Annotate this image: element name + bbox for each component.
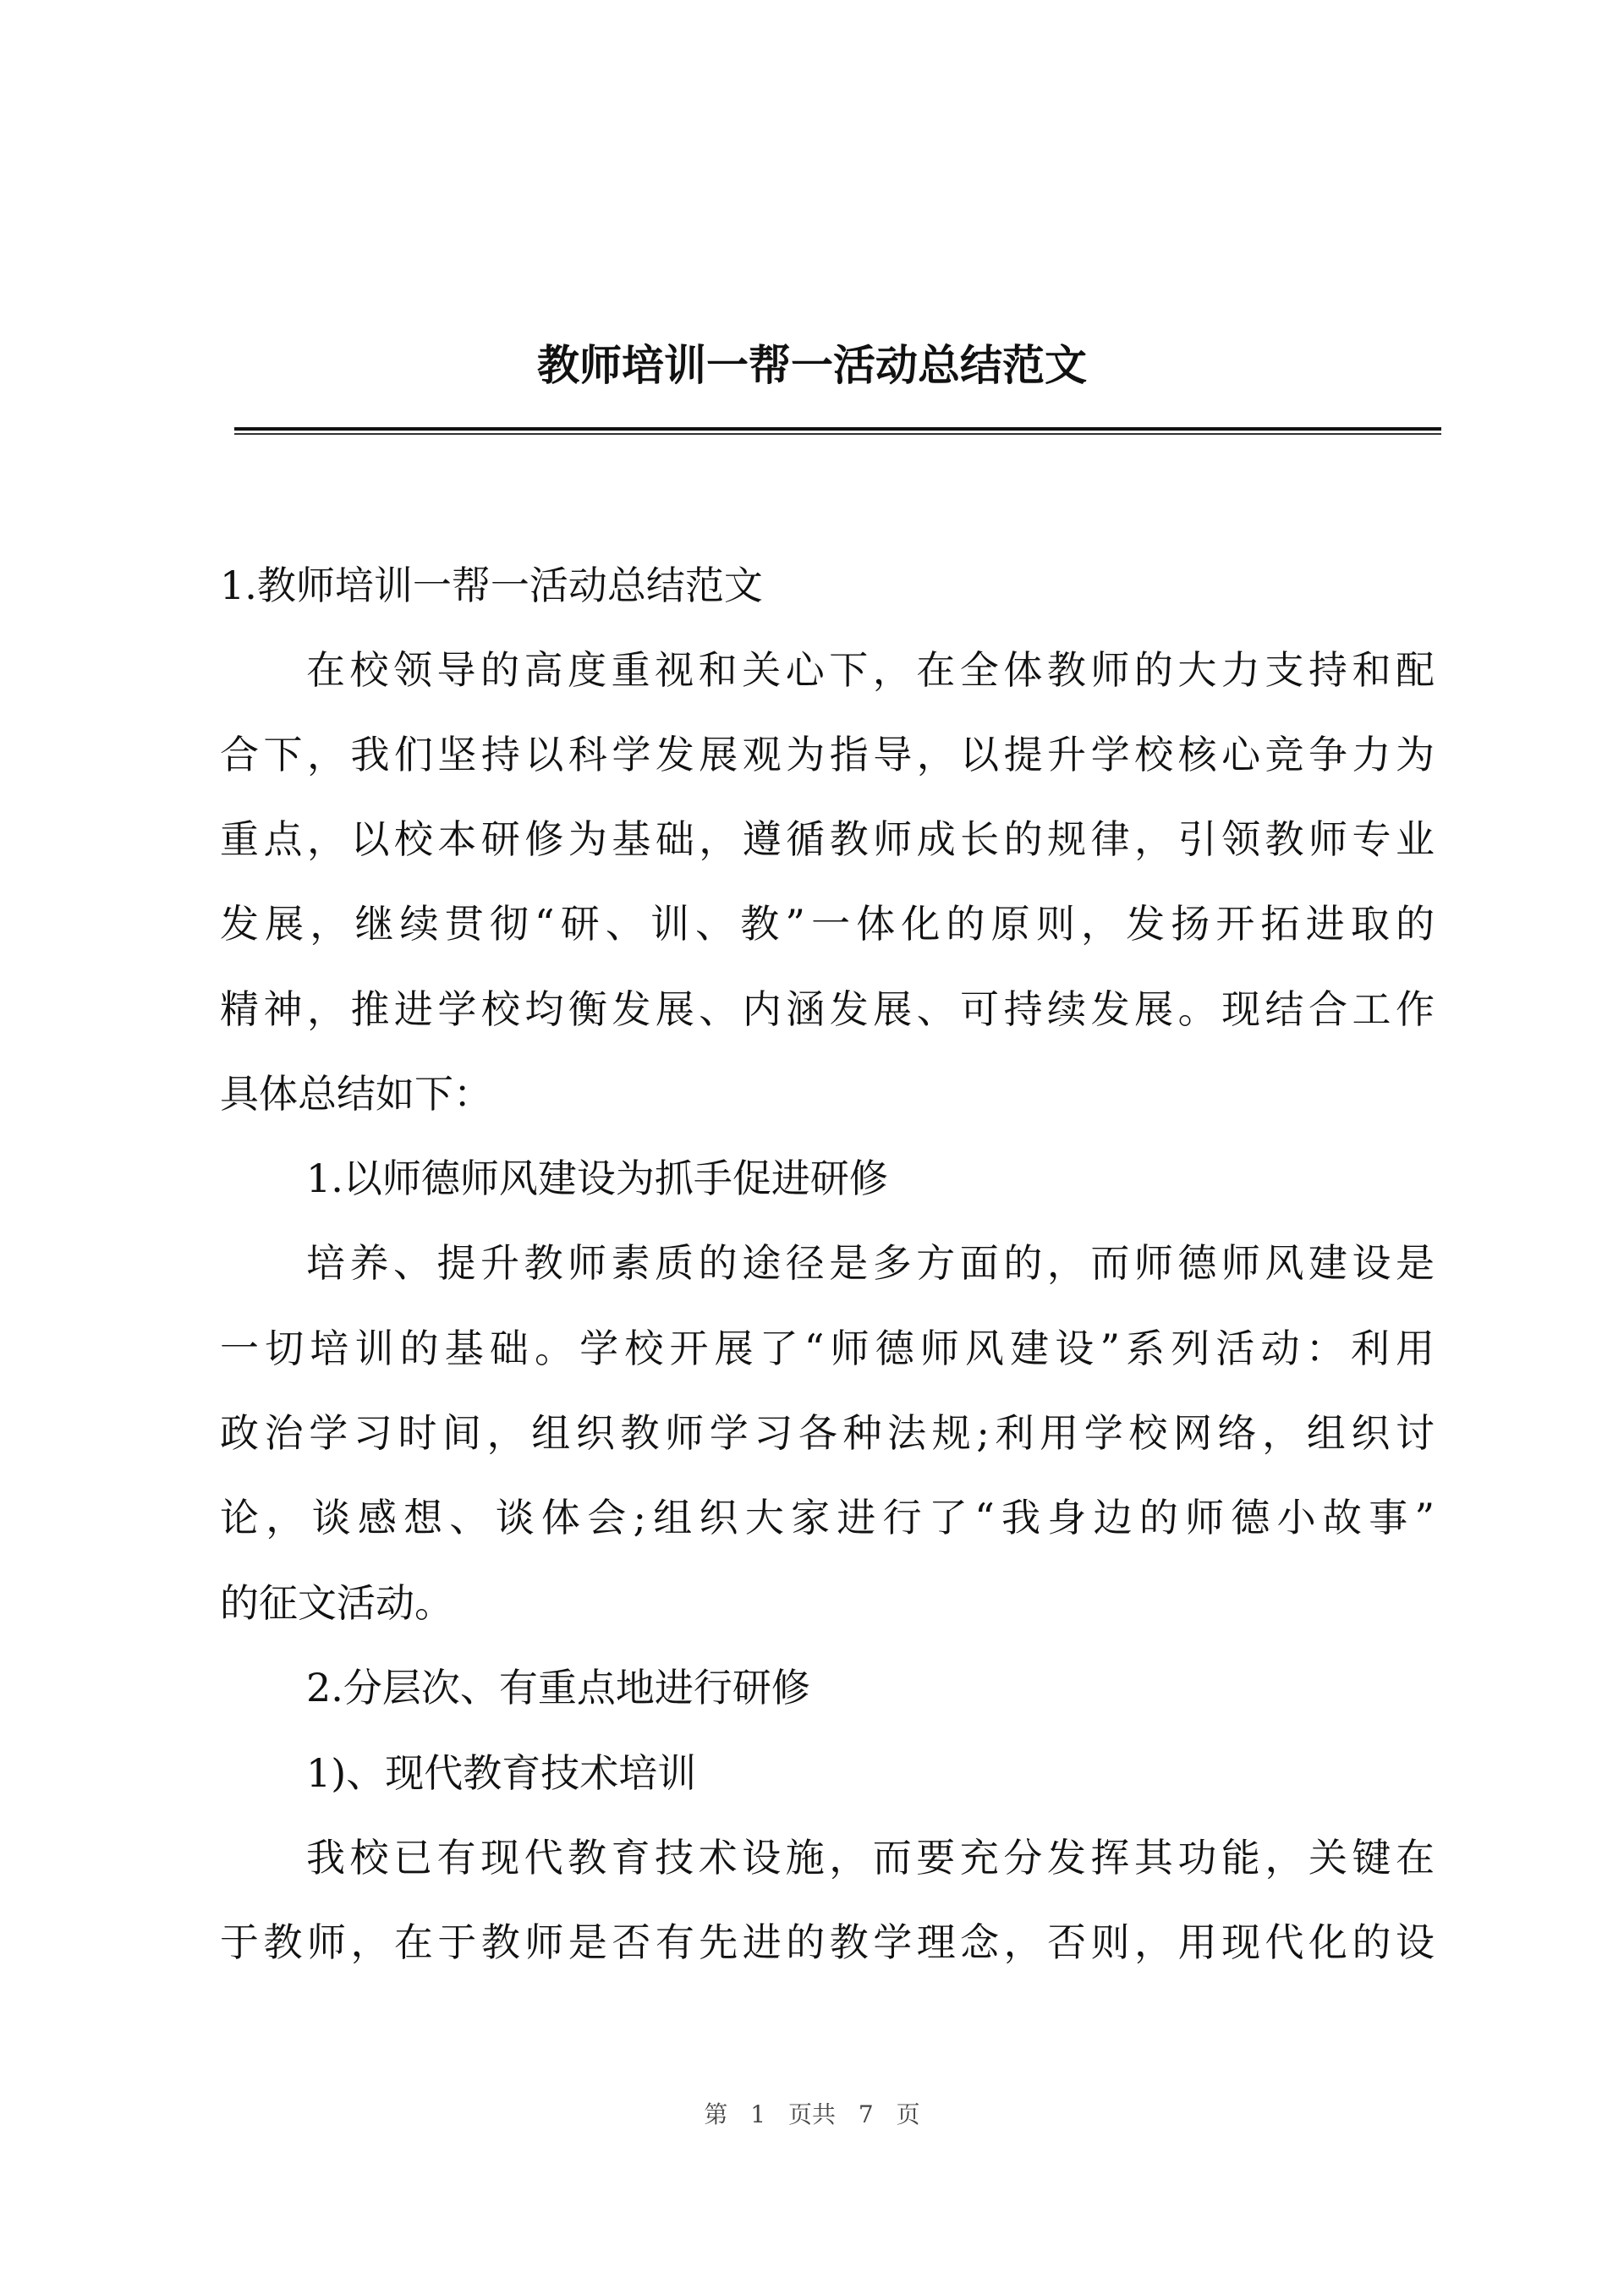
- subsection-heading: 1.以师德师风建设为抓手促进研修: [306, 1156, 888, 1201]
- paragraph-line: 在校领导的高度重视和关心下，在全体教师的大力支持和配: [306, 647, 1435, 693]
- page-footer: 第 1 页共 7 页: [704, 2100, 920, 2128]
- paragraph-line: 一切培训的基础。学校开展了“师德师风建设”系列活动：利用: [220, 1326, 1435, 1371]
- paragraph-line: 的征文活动。: [220, 1580, 453, 1626]
- subsection-heading: 1)、现代教育技术培训: [306, 1750, 697, 1796]
- subsection-heading: 2.分层次、有重点地进行研修: [306, 1665, 810, 1710]
- paragraph-line: 培养、提升教师素质的途径是多方面的，而师德师风建设是: [306, 1240, 1435, 1286]
- paragraph-line: 我校已有现代教育技术设施，而要充分发挥其功能，关键在: [306, 1835, 1435, 1880]
- paragraph-line: 重点，以校本研修为基础，遵循教师成长的规律，引领教师专业: [220, 816, 1435, 862]
- paragraph-line: 发展，继续贯彻“研、训、教”一体化的原则，发扬开拓进取的: [220, 901, 1435, 947]
- paragraph-line: 精神，推进学校均衡发展、内涵发展、可持续发展。现结合工作: [220, 986, 1435, 1032]
- title-divider: [234, 427, 1441, 436]
- paragraph-line: 于教师，在于教师是否有先进的教学理念，否则，用现代化的设: [220, 1919, 1435, 1965]
- paragraph-line: 合下，我们坚持以科学发展观为指导，以提升学校核心竞争力为: [220, 732, 1435, 777]
- paragraph-line: 具体总结如下：: [220, 1071, 492, 1117]
- document-title: 教师培训一帮一活动总结范文: [537, 341, 1087, 390]
- section-heading: 1.教师培训一帮一活动总结范文: [220, 563, 763, 608]
- paragraph-line: 政治学习时间，组织教师学习各种法规;利用学校网络，组织讨: [220, 1410, 1435, 1456]
- paragraph-line: 论，谈感想、谈体会;组织大家进行了“我身边的师德小故事”: [220, 1495, 1435, 1540]
